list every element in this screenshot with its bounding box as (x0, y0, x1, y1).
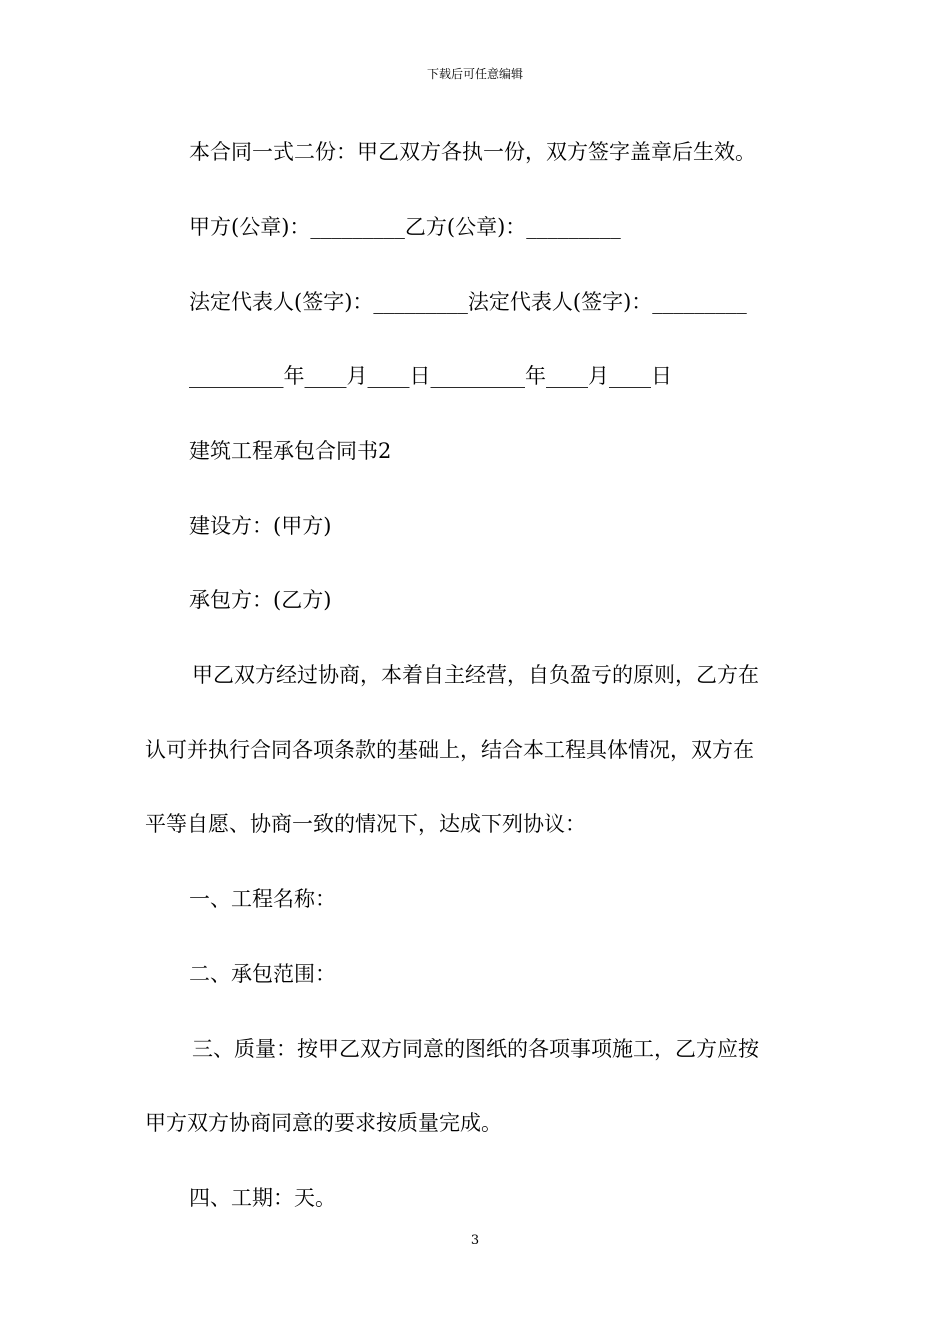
paragraph-effect-clause: 本合同一式二份：甲乙双方各执一份，双方签字盖章后生效。 (189, 140, 756, 164)
section-title: 建筑工程承包合同书2 (189, 439, 392, 463)
page-number: 3 (470, 1233, 480, 1248)
clause-quality-line-2: 甲方双方协商同意的要求按质量完成。 (145, 1111, 502, 1135)
agreement-paragraph-line-1: 甲乙双方经过协商，本着自主经营，自负盈亏的原则，乙方在 (192, 663, 759, 687)
party-b-line: 承包方：(乙方) (189, 588, 332, 612)
clause-quality-line-1: 三、质量：按甲乙双方同意的图纸的各项事项施工，乙方应按 (192, 1037, 759, 1061)
clause-project-name: 一、工程名称： (189, 887, 336, 911)
agreement-paragraph-line-2: 认可并执行合同各项条款的基础上，结合本工程具体情况，双方在 (145, 738, 754, 762)
date-line: _________年____月____日_________年____月____日 (189, 364, 672, 388)
clause-duration: 四、工期：天。 (189, 1186, 336, 1210)
clause-scope: 二、承包范围： (189, 962, 336, 986)
agreement-paragraph-line-3: 平等自愿、协商一致的情况下，达成下列协议： (145, 812, 586, 836)
party-a-line: 建设方：(甲方) (189, 514, 332, 538)
page-header: 下载后可任意编辑 (426, 67, 523, 81)
signature-seal-line: 甲方(公章)：_________乙方(公章)：_________ (189, 215, 621, 239)
legal-rep-signature-line: 法定代表人(签字)：_________法定代表人(签字)：_________ (189, 290, 747, 314)
